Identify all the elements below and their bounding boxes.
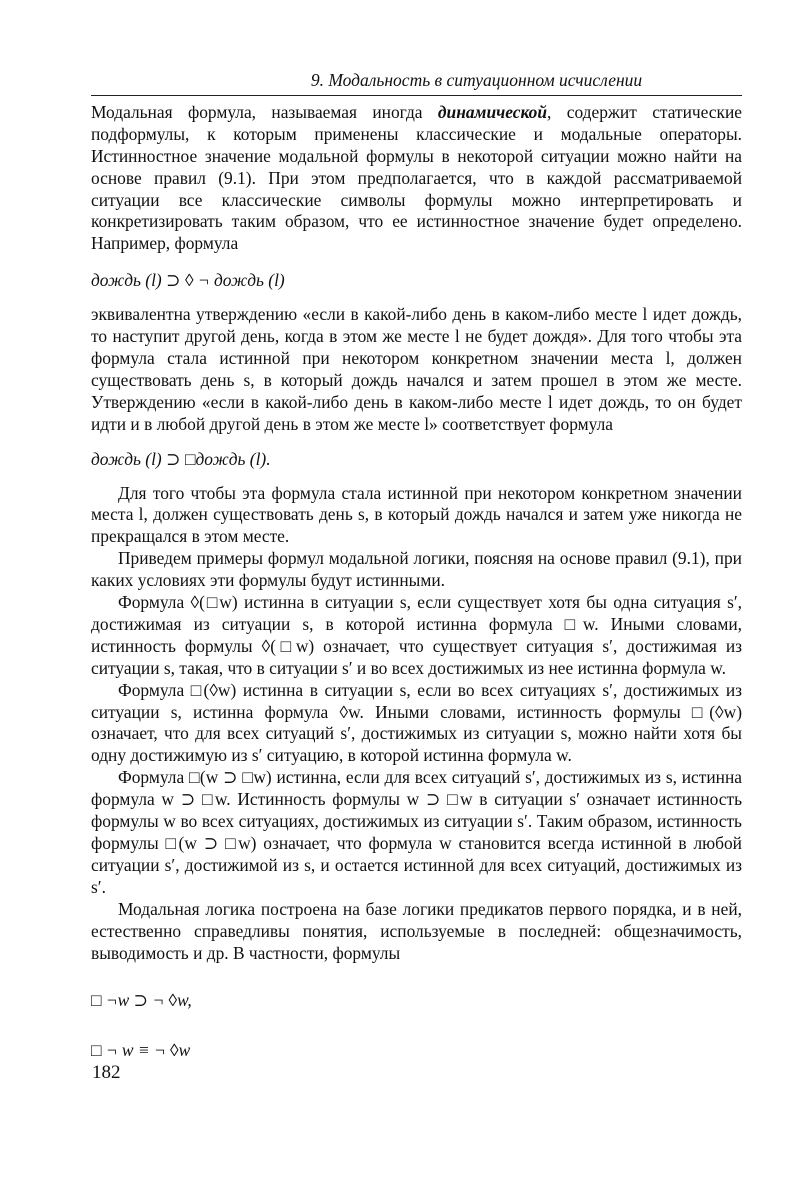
page-body: [91, 70, 742, 1062]
paragraph-2: эквивалентна утверждению «если в какой-либо день в каком-либо месте l идет дождь, то наступит другой день, когда в этом же месте l не будет дождя». Для того чтобы эта формула стала истинной при некотором конкретном значении места l, должен существовать день s, в который дождь начался и затем прошел в этом же месте. Утверждению «если в какой-либо день в каком-либо месте l идет дождь, то он будет идти и в любой другой день в этом же месте l» соответствует формула: [91, 304, 742, 434]
page-number: 182: [92, 1062, 121, 1083]
paragraph-8: Модальная логика построена на базе логики предикатов первого порядка, и в ней, естественно справедливы понятия, используемые в последней: общезначимость, выводимость и др. В частности, формулы: [91, 898, 742, 963]
paragraph-3: Для того чтобы эта формула стала истинной при некотором конкретном значении места l, должен существовать день s, в который дождь начался и затем уже никогда не прекращался в этом месте.: [91, 482, 742, 547]
paragraph-1-start: Модальная формула, называемая иногда: [91, 101, 438, 122]
formula-3: □ ¬w ⊃ ¬ ◊w,: [91, 990, 192, 1011]
paragraph-1: [91, 102, 742, 255]
paragraph-5: Формула ◊(□w) истинна в ситуации s, если существует хотя бы одна ситуация s′, достижимая из ситуации s, в которой истинна формула □w. Иными словами, истинность формулы ◊(□w) означает, что существует ситуация s′, достижимая из ситуации s, такая, что в ситуации s′ и во всех достижимых из нее истинна формула w.: [91, 592, 742, 678]
formula-1: дождь (l) ⊃ ◊ ¬ дождь (l): [91, 270, 285, 291]
formula-4: □ ¬ w ≡ ¬ ◊w: [91, 1040, 191, 1061]
paragraph-7: Формула □(w ⊃ □w) истинна, если для всех ситуаций s′, достижимых из s, истинна формула w ⊃ □w. Истинность формулы w ⊃ □w в ситуации s′ означает истинность формулы w во всех ситуациях, достижимых из ситуации s′. Таким образом, истинность формулы □(w ⊃ □w) означает, что формула w становится всегда истинной в любой ситуации s′, достижимой из s, и остается истинной для всех ситуаций, достижимых из s′.: [91, 767, 742, 897]
formula-2: дождь (l) ⊃ □дождь (l).: [91, 448, 271, 469]
paragraph-6: Формула □(◊w) истинна в ситуации s, если во всех ситуациях s′, достижимых из ситуации s, истинна формула ◊w. Иными словами, истинность формулы □(◊w) означает, что для всех ситуаций s′, достижимых из ситуации s, можно найти хотя бы одну достижимую из s′ ситуацию, в которой истинна формула w.: [91, 679, 742, 766]
running-header: 9. Модальность в ситуационном исчислении: [91, 70, 742, 96]
term-dynamic: динамической: [437, 101, 547, 122]
paragraph-4: Приведем примеры формул модальной логики, поясняя на основе правил (9.1), при каких условиях эти формулы будут истинными.: [91, 548, 742, 591]
paragraph-1-end: , содержит статические подформулы, к которым применены классические и модальные операторы. Истинностное значение модальной формулы в некоторой ситуации можно найти на основе правил (9.1). При этом предполагается, что в каждой рассматриваемой ситуации все классические символы формулы можно интерпретировать и конкретизировать таким образом, что ее истинностное значение будет определено. Например, формула: [91, 101, 742, 254]
